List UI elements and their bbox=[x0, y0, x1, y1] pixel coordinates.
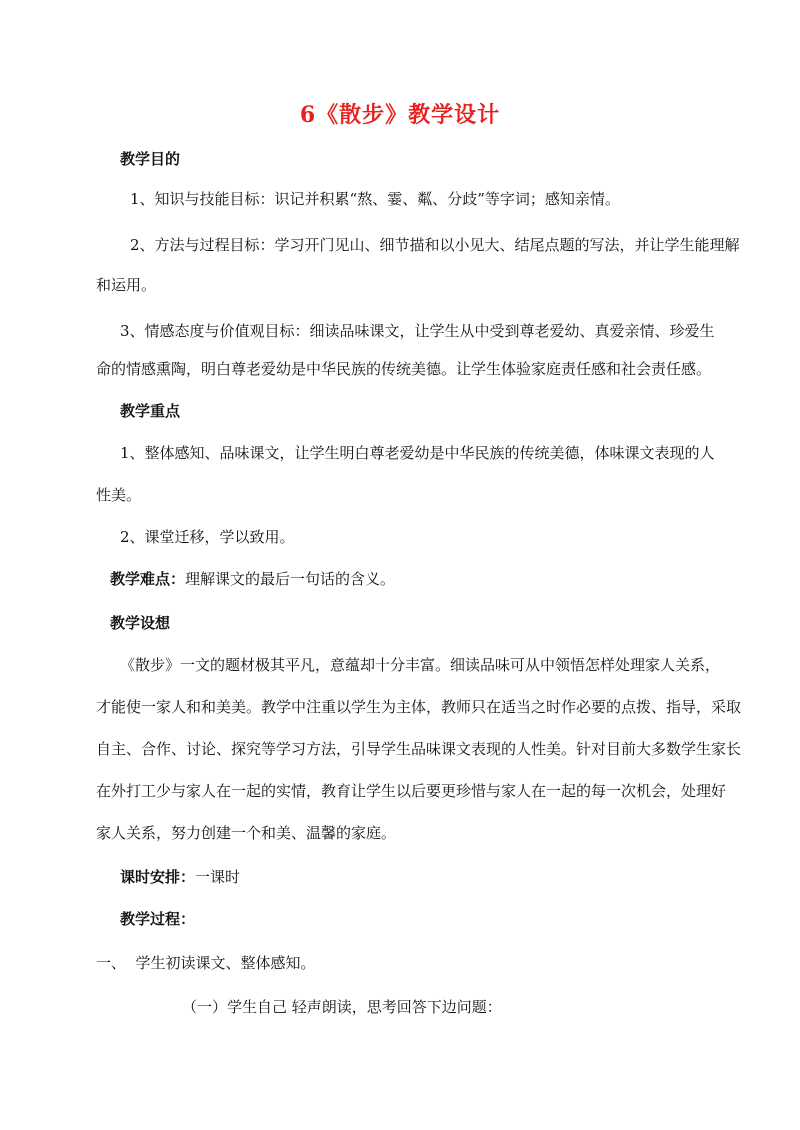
schedule-label: 课时安排： bbox=[120, 868, 196, 886]
concept-line-2: 才能使一家人和和美美。教学中注重以学生为主体，教师只在适当之时作必要的点拨、指导，采取 bbox=[96, 698, 742, 716]
keypoint-item-2: 2、课堂迁移，学以致用。 bbox=[120, 528, 295, 546]
heading-keypoints: 教学重点 bbox=[120, 402, 181, 420]
difficulty-line bbox=[110, 572, 395, 587]
objective-item-1: 1、知识与技能目标：识记并积累“熬、霎、粼、分歧”等字词；感知亲情。 bbox=[130, 190, 620, 208]
concept-line-5: 家人关系，努力创建一个和美、温馨的家庭。 bbox=[96, 824, 397, 842]
keypoint-item-1-line2: 性美。 bbox=[96, 486, 142, 504]
heading-process: 教学过程： bbox=[120, 910, 196, 928]
concept-line-1: 《散步》一文的题材极其平凡，意蕴却十分丰富。细读品味可从中领悟怎样处理家人关系， bbox=[120, 656, 721, 674]
objective-item-3-line2: 命的情感熏陶，明白尊老爱幼是中华民族的传统美德。让学生体验家庭责任感和社会责任感。 bbox=[96, 360, 712, 378]
concept-line-4: 在外打工少与家人在一起的实情，教育让学生以后要更珍惜与家人在一起的每一次机会，处理好 bbox=[96, 782, 727, 800]
process-step-1: 一、 学生初读课文、整体感知。 bbox=[96, 954, 316, 972]
objective-item-2-line2: 和运用。 bbox=[96, 276, 157, 294]
schedule-line bbox=[120, 870, 240, 885]
difficulty-label: 教学难点： bbox=[110, 570, 186, 588]
process-step-1-sub-1: （一）学生自己 轻声朗读，思考回答下边问题： bbox=[182, 998, 502, 1016]
document-title: 6《散步》教学设计 bbox=[299, 102, 501, 128]
difficulty-text: 理解课文的最后一句话的含义。 bbox=[185, 570, 396, 588]
schedule-text: 一课时 bbox=[195, 868, 241, 886]
keypoint-item-1-line1: 1、整体感知、品味课文，让学生明白尊老爱幼是中华民族的传统美德，体味课文表现的人 bbox=[120, 444, 715, 462]
objective-item-3-line1: 3、情感态度与价值观目标：细读品味课文，让学生从中受到尊老爱幼、真爱亲情、珍爱生 bbox=[120, 322, 715, 340]
objective-item-2-line1: 2、方法与过程目标：学习开门见山、细节描和以小见大、结尾点题的写法，并让学生能理解 bbox=[130, 236, 740, 254]
heading-concept: 教学设想 bbox=[110, 614, 171, 632]
concept-line-3: 自主、合作、讨论、探究等学习方法，引导学生品味课文表现的人性美。针对目前大多数学生家长 bbox=[96, 740, 742, 758]
heading-objectives: 教学目的 bbox=[120, 150, 181, 168]
